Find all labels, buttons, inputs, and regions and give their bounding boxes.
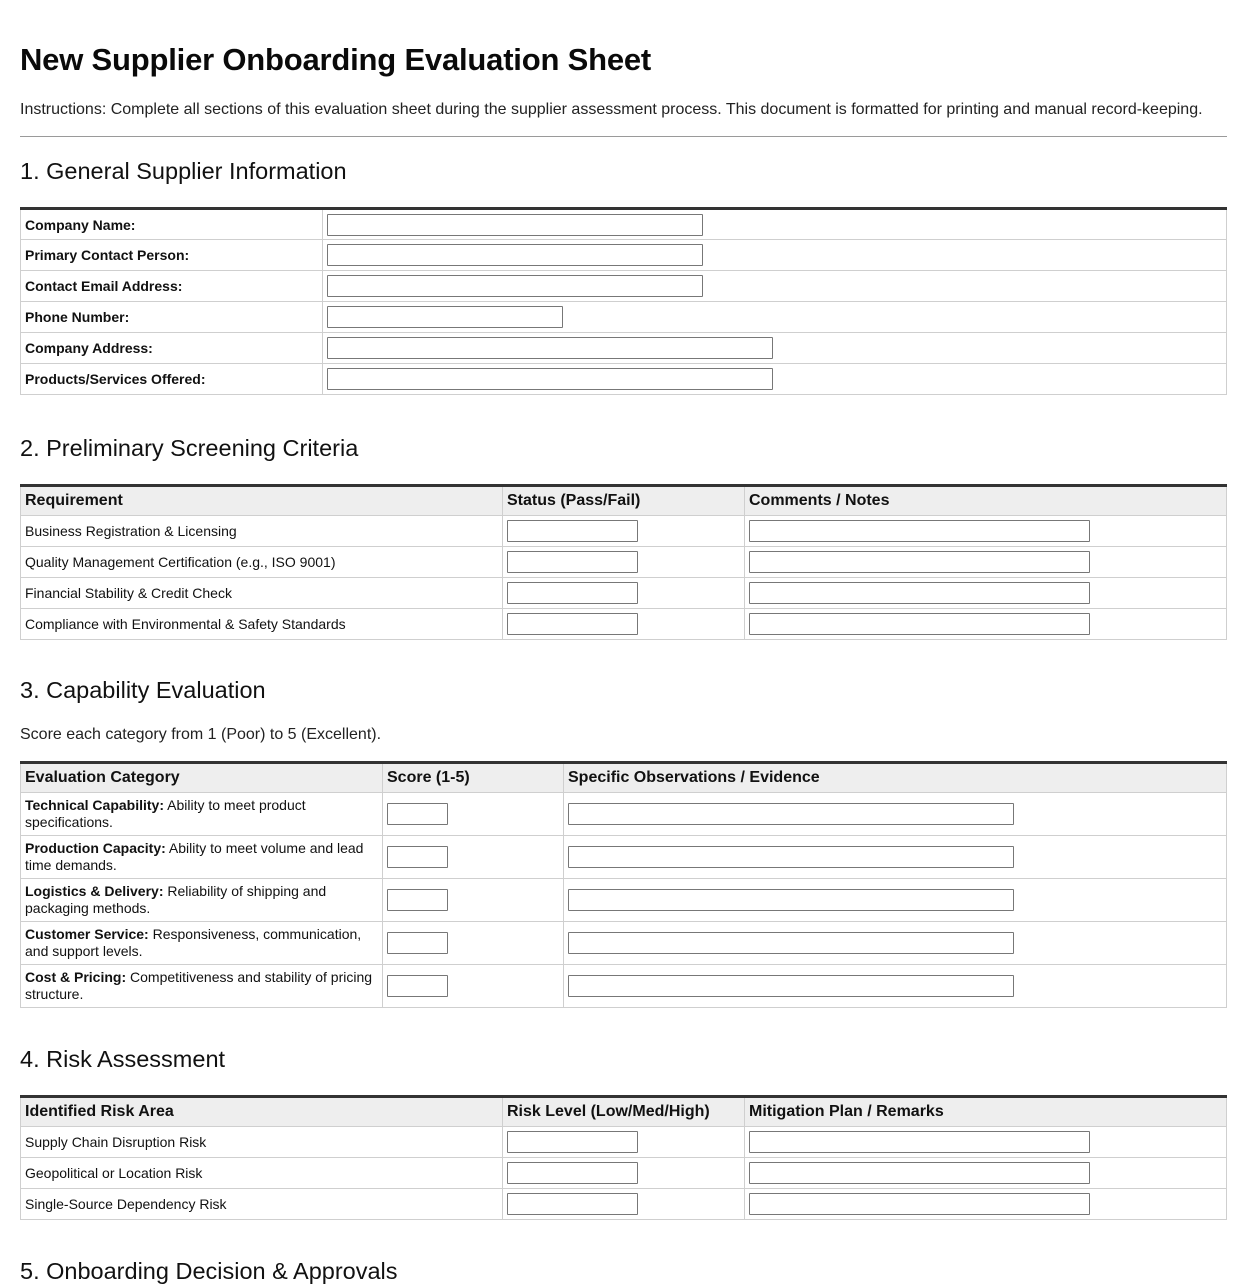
column-header: Evaluation Category (21, 763, 383, 793)
info-row (21, 302, 1227, 333)
info-row (21, 364, 1227, 395)
category-name: Cost & Pricing: (25, 969, 127, 985)
info-row (21, 209, 1227, 240)
status-input[interactable] (507, 613, 638, 635)
comments-input[interactable] (749, 582, 1090, 604)
general-info-table (20, 207, 1227, 395)
capability-table (20, 761, 1227, 1008)
company-name-input[interactable] (327, 214, 703, 236)
category-desc: Responsiveness, communication, and support levels. (25, 926, 362, 959)
mitigation-input[interactable] (749, 1193, 1090, 1215)
column-header: Specific Observations / Evidence (564, 763, 1227, 793)
table-header-row (21, 763, 1227, 793)
risk-level-input[interactable] (507, 1131, 638, 1153)
comments-input[interactable] (749, 520, 1090, 542)
table-row (21, 516, 1227, 547)
section2-heading: 2. Preliminary Screening Criteria (20, 435, 359, 461)
column-header: Score (1-5) (383, 763, 564, 793)
column-header: Comments / Notes (745, 486, 1227, 516)
score-input[interactable] (387, 889, 448, 911)
table-row (21, 836, 1227, 879)
table-row (21, 1158, 1227, 1189)
products-input[interactable] (327, 368, 773, 390)
field-label: Products/Services Offered: (21, 364, 323, 395)
column-header: Mitigation Plan / Remarks (745, 1097, 1227, 1127)
table-header-row (21, 486, 1227, 516)
requirement-cell: Financial Stability & Credit Check (21, 578, 503, 609)
observations-input[interactable] (568, 889, 1014, 911)
section5-heading: 5. Onboarding Decision & Approvals (20, 1258, 398, 1284)
score-input[interactable] (387, 975, 448, 997)
status-input[interactable] (507, 551, 638, 573)
divider (20, 136, 1227, 137)
phone-input[interactable] (327, 306, 563, 328)
category-cell (21, 879, 383, 922)
mitigation-input[interactable] (749, 1131, 1090, 1153)
table-row (21, 1127, 1227, 1158)
field-label: Contact Email Address: (21, 271, 323, 302)
section1-heading: 1. General Supplier Information (20, 158, 347, 184)
observations-input[interactable] (568, 932, 1014, 954)
mitigation-input[interactable] (749, 1162, 1090, 1184)
requirement-cell: Compliance with Environmental & Safety Standards (21, 609, 503, 640)
score-input[interactable] (387, 846, 448, 868)
category-cell (21, 965, 383, 1008)
instructions-text: Instructions: Complete all sections of this evaluation sheet during the supplier assessment process. This document is formatted for printing and manual record-keeping. (20, 101, 1203, 118)
risk-area-cell: Geopolitical or Location Risk (21, 1158, 503, 1189)
column-header: Identified Risk Area (21, 1097, 503, 1127)
risk-level-input[interactable] (507, 1193, 638, 1215)
category-desc: Ability to meet product specifications. (25, 797, 306, 830)
page-title: New Supplier Onboarding Evaluation Sheet (20, 42, 652, 77)
column-header: Risk Level (Low/Med/High) (503, 1097, 745, 1127)
scoring-note: Score each category from 1 (Poor) to 5 (Excellent). (20, 726, 382, 743)
category-name: Technical Capability: (25, 797, 164, 813)
field-label: Company Address: (21, 333, 323, 364)
table-row (21, 547, 1227, 578)
category-desc: Reliability of shipping and packaging methods. (25, 883, 327, 916)
score-input[interactable] (387, 803, 448, 825)
address-input[interactable] (327, 337, 773, 359)
field-label: Phone Number: (21, 302, 323, 333)
risk-table (20, 1095, 1227, 1220)
column-header: Requirement (21, 486, 503, 516)
category-cell (21, 922, 383, 965)
risk-area-cell: Single-Source Dependency Risk (21, 1189, 503, 1220)
status-input[interactable] (507, 582, 638, 604)
contact-person-input[interactable] (327, 244, 703, 266)
category-name: Customer Service: (25, 926, 149, 942)
table-row (21, 1189, 1227, 1220)
table-row (21, 609, 1227, 640)
field-label: Company Name: (21, 209, 323, 240)
section4-heading: 4. Risk Assessment (20, 1046, 226, 1072)
comments-input[interactable] (749, 613, 1090, 635)
status-input[interactable] (507, 520, 638, 542)
table-row (21, 879, 1227, 922)
category-desc: Ability to meet volume and lead time demands. (25, 840, 364, 873)
observations-input[interactable] (568, 975, 1014, 997)
section3-heading: 3. Capability Evaluation (20, 677, 266, 703)
observations-input[interactable] (568, 803, 1014, 825)
table-row (21, 922, 1227, 965)
table-row (21, 578, 1227, 609)
category-cell (21, 836, 383, 879)
category-cell (21, 793, 383, 836)
table-header-row (21, 1097, 1227, 1127)
requirement-cell: Quality Management Certification (e.g., ISO 9001) (21, 547, 503, 578)
info-row (21, 271, 1227, 302)
risk-level-input[interactable] (507, 1162, 638, 1184)
email-input[interactable] (327, 275, 703, 297)
score-input[interactable] (387, 932, 448, 954)
table-row (21, 793, 1227, 836)
column-header: Status (Pass/Fail) (503, 486, 745, 516)
category-desc: Competitiveness and stability of pricing structure. (25, 969, 373, 1002)
observations-input[interactable] (568, 846, 1014, 868)
category-name: Production Capacity: (25, 840, 166, 856)
category-name: Logistics & Delivery: (25, 883, 164, 899)
risk-area-cell: Supply Chain Disruption Risk (21, 1127, 503, 1158)
info-row (21, 333, 1227, 364)
table-row (21, 965, 1227, 1008)
screening-table (20, 484, 1227, 640)
requirement-cell: Business Registration & Licensing (21, 516, 503, 547)
comments-input[interactable] (749, 551, 1090, 573)
field-label: Primary Contact Person: (21, 240, 323, 271)
info-row (21, 240, 1227, 271)
